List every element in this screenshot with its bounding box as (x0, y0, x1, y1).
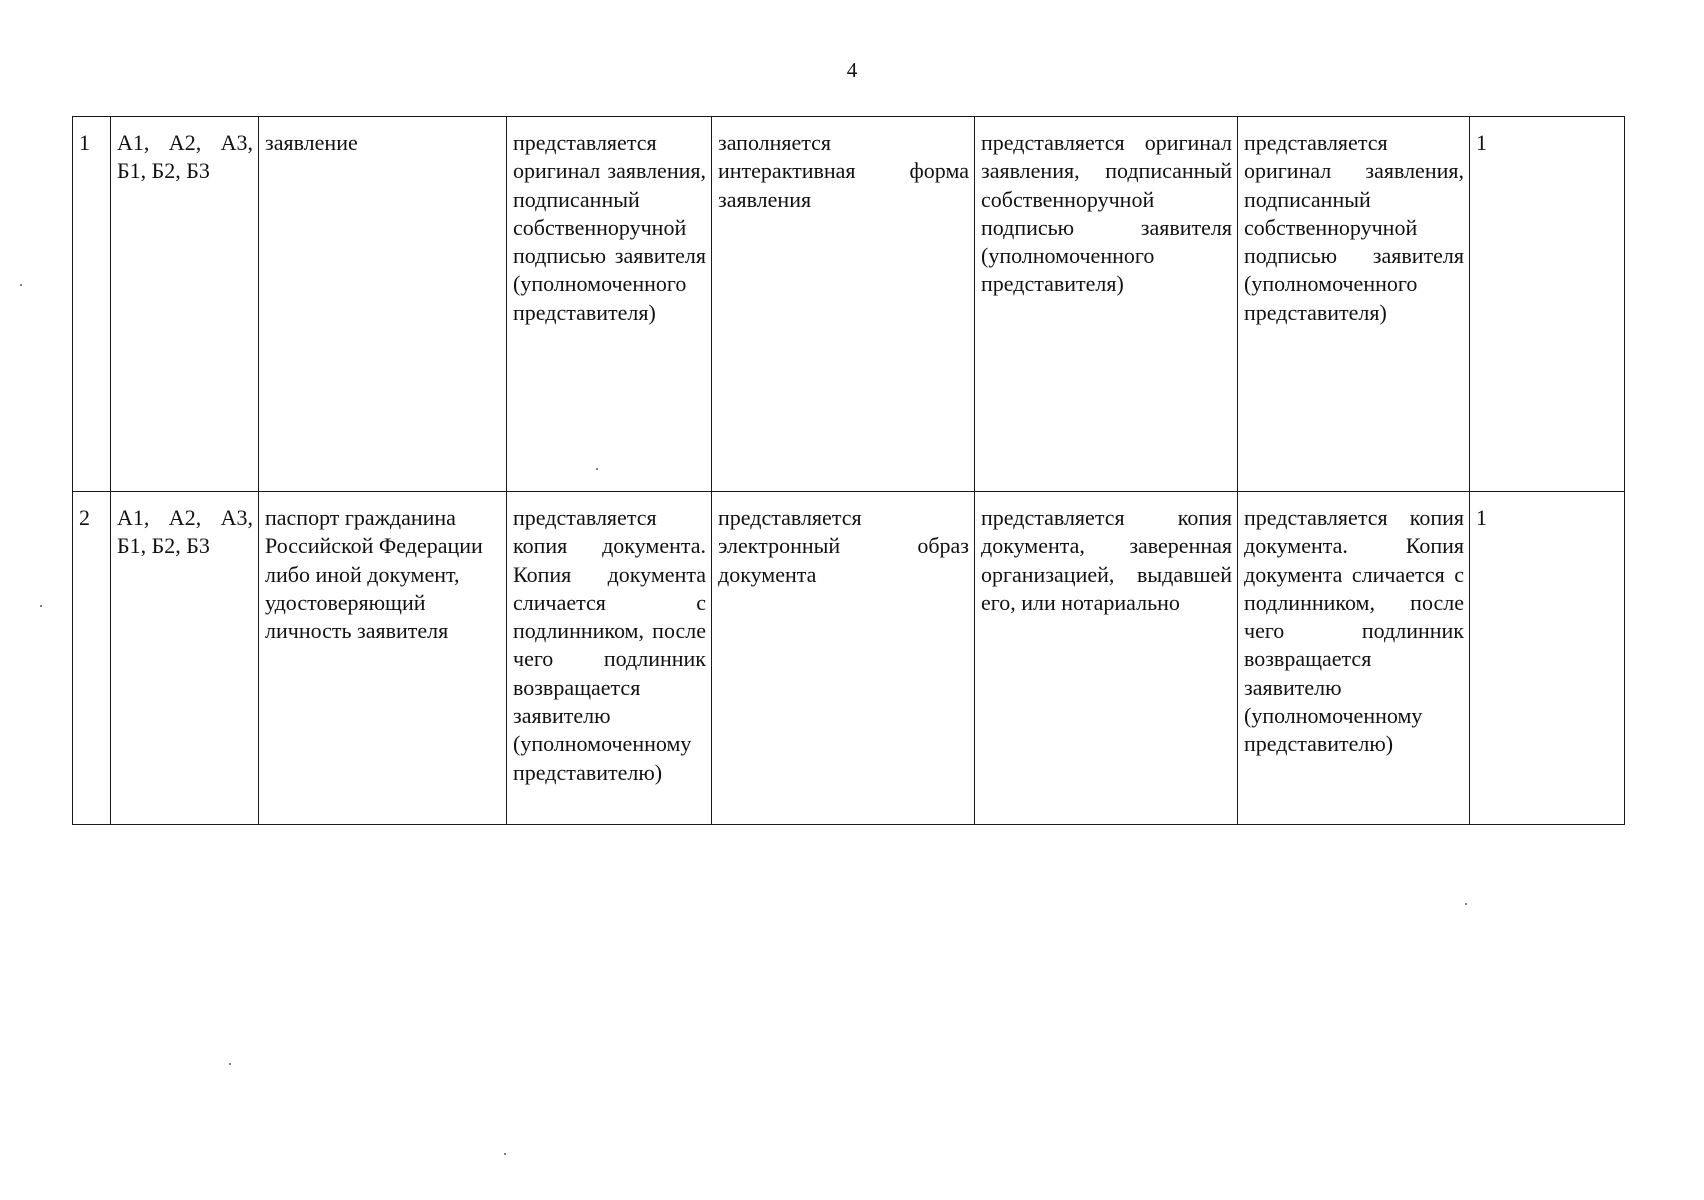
table-row (73, 492, 1625, 825)
electronic-submission-cell: представляется электронный образ документа (712, 492, 975, 825)
applicant-categories-cell: А1, А2, А3, Б1, Б2, Б3 (111, 117, 259, 492)
scan-speck (504, 1153, 506, 1155)
documents-table (72, 116, 1625, 825)
mfc-submission-cell: представляется оригинал заявления, подписанный собственноручной подписью заявителя (уполномоченного представителя) (1238, 117, 1470, 492)
mfc-submission-cell: представляется копия документа. Копия документа сличается с подлинником, после чего подлинник возвращается заявителю (уполномоченному представителю) (1238, 492, 1470, 825)
scan-speck (596, 468, 598, 470)
scan-speck (20, 284, 22, 286)
document-name-cell: паспорт гражданина Российской Федерации либо иной документ, удостоверяющий личность заявителя (259, 492, 507, 825)
document-name-cell: заявление (259, 117, 507, 492)
row-number-cell: 1 (73, 117, 111, 492)
scan-speck (229, 1063, 231, 1065)
in-person-submission-cell: представляется оригинал заявления, подписанный собственноручной подписью заявителя (уполномоченного представителя) (507, 117, 712, 492)
quantity-cell: 1 (1470, 117, 1625, 492)
applicant-categories-cell: А1, А2, А3, Б1, Б2, Б3 (111, 492, 259, 825)
row-number-cell: 2 (73, 492, 111, 825)
mail-submission-cell: представляется копия документа, заверенная организацией, выдавшей его, или нотариально (975, 492, 1238, 825)
quantity-cell: 1 (1470, 492, 1625, 825)
page-number: 4 (846, 58, 858, 82)
table-row (73, 117, 1625, 492)
scan-speck (40, 605, 42, 607)
electronic-submission-cell: заполняется интерактивная форма заявления (712, 117, 975, 492)
in-person-submission-cell: представляется копия документа. Копия документа сличается с подлинником, после чего подлинник возвращается заявителю (уполномоченному представителю) (507, 492, 712, 825)
scan-speck (1465, 903, 1467, 905)
mail-submission-cell: представляется оригинал заявления, подписанный собственноручной подписью заявителя (уполномоченного представителя) (975, 117, 1238, 492)
